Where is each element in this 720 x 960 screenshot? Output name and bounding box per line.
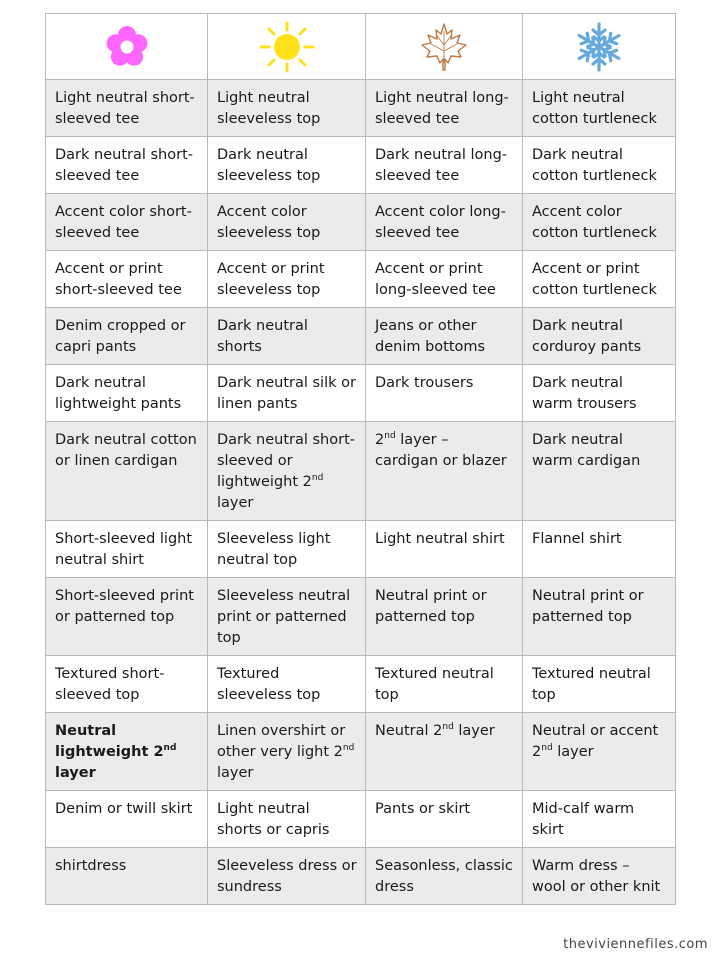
cell-spring (46, 848, 208, 905)
cell-text: Sleeveless dress or sundress (217, 858, 357, 895)
cell-text: Light neutral short-sleeved tee (55, 90, 195, 127)
cell-text: Short-sleeved print or patterned top (55, 588, 194, 625)
seasonal-wardrobe-table (45, 13, 676, 905)
cell-autumn (366, 308, 523, 365)
cell-text: Short-sleeved light neutral shirt (55, 531, 193, 568)
table-row (46, 194, 676, 251)
cell-superscript: nd (163, 743, 177, 754)
cell-text: Sleeveless neutral print or patterned top (217, 588, 351, 646)
cell-spring (46, 578, 208, 656)
season-header-winter (523, 14, 676, 80)
cell-spring (46, 251, 208, 308)
cell-autumn (366, 848, 523, 905)
maple-leaf-icon (418, 21, 470, 73)
cell-winter (523, 137, 676, 194)
cell-winter (523, 365, 676, 422)
cell-text: Dark neutral short-sleeved or lightweight 2 (217, 432, 355, 490)
cell-text: Linen overshirt or other very light 2 (217, 723, 346, 760)
cell-winter (523, 521, 676, 578)
cell-autumn (366, 791, 523, 848)
cell-spring (46, 194, 208, 251)
cell-text-after: layer (217, 765, 254, 781)
cell-text: Light neutral shirt (375, 531, 505, 547)
season-header-autumn (366, 14, 523, 80)
cell-text: 2 (375, 432, 385, 448)
cell-text: Flannel shirt (532, 531, 622, 547)
cell-winter (523, 422, 676, 521)
cell-text: Light neutral shorts or capris (217, 801, 330, 838)
cell-autumn (366, 422, 523, 521)
cell-text: Accent or print cotton turtleneck (532, 261, 657, 298)
cell-text: Neutral print or patterned top (532, 588, 644, 625)
cell-text-after: layer (55, 765, 96, 781)
table-row (46, 251, 676, 308)
cell-text: Denim or twill skirt (55, 801, 193, 817)
cell-winter (523, 656, 676, 713)
cell-text: Dark neutral long-sleeved tee (375, 147, 508, 184)
table-row (46, 521, 676, 578)
cell-text: Accent color cotton turtleneck (532, 204, 657, 241)
cell-text: shirtdress (55, 858, 127, 874)
cell-text: Neutral 2 (375, 723, 443, 739)
cell-text: Sleeveless light neutral top (217, 531, 331, 568)
cell-text: Pants or skirt (375, 801, 471, 817)
cell-winter (523, 80, 676, 137)
cell-autumn (366, 194, 523, 251)
cell-summer (208, 791, 366, 848)
cell-summer (208, 422, 366, 521)
cell-spring (46, 521, 208, 578)
table-row (46, 578, 676, 656)
cell-text: Textured sleeveless top (217, 666, 321, 703)
cell-text: Textured neutral top (375, 666, 494, 703)
cell-summer (208, 848, 366, 905)
cell-winter (523, 791, 676, 848)
cell-text-after: layer – cardigan or blazer (375, 432, 507, 469)
cell-text: Accent color long-sleeved tee (375, 204, 506, 241)
cell-autumn (366, 365, 523, 422)
table-row (46, 137, 676, 194)
cell-text-after: layer (552, 744, 594, 760)
cell-autumn (366, 713, 523, 791)
cell-summer (208, 656, 366, 713)
cell-autumn (366, 251, 523, 308)
cell-text: Dark neutral short-sleeved tee (55, 147, 193, 184)
cell-autumn (366, 80, 523, 137)
cell-text: Dark neutral silk or linen pants (217, 375, 356, 412)
cell-text: Mid-calf warm skirt (532, 801, 635, 838)
cell-text: Light neutral sleeveless top (217, 90, 321, 127)
table-row (46, 308, 676, 365)
cell-text-after: layer (217, 495, 254, 511)
cell-text: Neutral or accent 2 (532, 723, 659, 760)
cell-text: Dark neutral cotton turtleneck (532, 147, 657, 184)
cell-summer (208, 194, 366, 251)
cell-text: Light neutral cotton turtleneck (532, 90, 657, 127)
cell-text: Neutral lightweight 2 (55, 723, 164, 760)
cell-text: Accent color sleeveless top (217, 204, 321, 241)
cell-text: Dark neutral shorts (217, 318, 308, 355)
site-watermark: theviviennefiles.com (563, 937, 708, 952)
cell-summer (208, 713, 366, 791)
season-header-row (46, 14, 676, 80)
cell-summer (208, 137, 366, 194)
cell-summer (208, 308, 366, 365)
cell-superscript: nd (384, 431, 396, 442)
cell-autumn (366, 656, 523, 713)
cell-text: Accent or print sleeveless top (217, 261, 325, 298)
cell-spring (46, 791, 208, 848)
flower-icon (102, 22, 152, 72)
cell-text: Accent or print short-sleeved tee (55, 261, 182, 298)
cell-summer (208, 578, 366, 656)
cell-summer (208, 521, 366, 578)
cell-text: Dark neutral cotton or linen cardigan (55, 432, 197, 469)
cell-autumn (366, 578, 523, 656)
cell-text: Seasonless, classic dress (375, 858, 513, 895)
cell-superscript: nd (342, 743, 355, 754)
cell-autumn (366, 521, 523, 578)
cell-superscript: nd (311, 473, 324, 484)
cell-winter (523, 848, 676, 905)
season-header-summer (208, 14, 366, 80)
cell-summer (208, 251, 366, 308)
cell-text: Accent or print long-sleeved tee (375, 261, 496, 298)
cell-winter (523, 578, 676, 656)
cell-spring (46, 365, 208, 422)
cell-winter (523, 713, 676, 791)
cell-text: Dark neutral sleeveless top (217, 147, 321, 184)
cell-text: Jeans or other denim bottoms (375, 318, 486, 355)
cell-spring (46, 656, 208, 713)
sun-icon (258, 21, 316, 73)
cell-autumn (366, 137, 523, 194)
cell-winter (523, 251, 676, 308)
cell-winter (523, 194, 676, 251)
cell-text: Textured short-sleeved top (55, 666, 165, 703)
cell-spring (46, 80, 208, 137)
table-row (46, 713, 676, 791)
table-row (46, 80, 676, 137)
cell-text: Dark trousers (375, 375, 474, 391)
cell-superscript: nd (541, 743, 553, 754)
snowflake-icon (573, 21, 625, 73)
table-row (46, 365, 676, 422)
cell-text: Accent color short-sleeved tee (55, 204, 192, 241)
cell-text-after: layer (453, 723, 495, 739)
cell-summer (208, 80, 366, 137)
cell-winter (523, 308, 676, 365)
cell-spring (46, 713, 208, 791)
cell-text: Neutral print or patterned top (375, 588, 487, 625)
table-row (46, 422, 676, 521)
cell-text: Dark neutral warm cardigan (532, 432, 641, 469)
table-row (46, 656, 676, 713)
season-header-spring (46, 14, 208, 80)
table-row (46, 848, 676, 905)
cell-spring (46, 308, 208, 365)
cell-superscript: nd (442, 722, 454, 733)
cell-text: Warm dress – wool or other knit (532, 858, 661, 895)
cell-summer (208, 365, 366, 422)
cell-text: Textured neutral top (532, 666, 651, 703)
cell-text: Dark neutral warm trousers (532, 375, 637, 412)
cell-text: Dark neutral lightweight pants (55, 375, 182, 412)
table-row (46, 791, 676, 848)
cell-text: Denim cropped or capri pants (55, 318, 186, 355)
cell-text: Dark neutral corduroy pants (532, 318, 642, 355)
cell-spring (46, 422, 208, 521)
cell-text: Light neutral long-sleeved tee (375, 90, 509, 127)
cell-spring (46, 137, 208, 194)
